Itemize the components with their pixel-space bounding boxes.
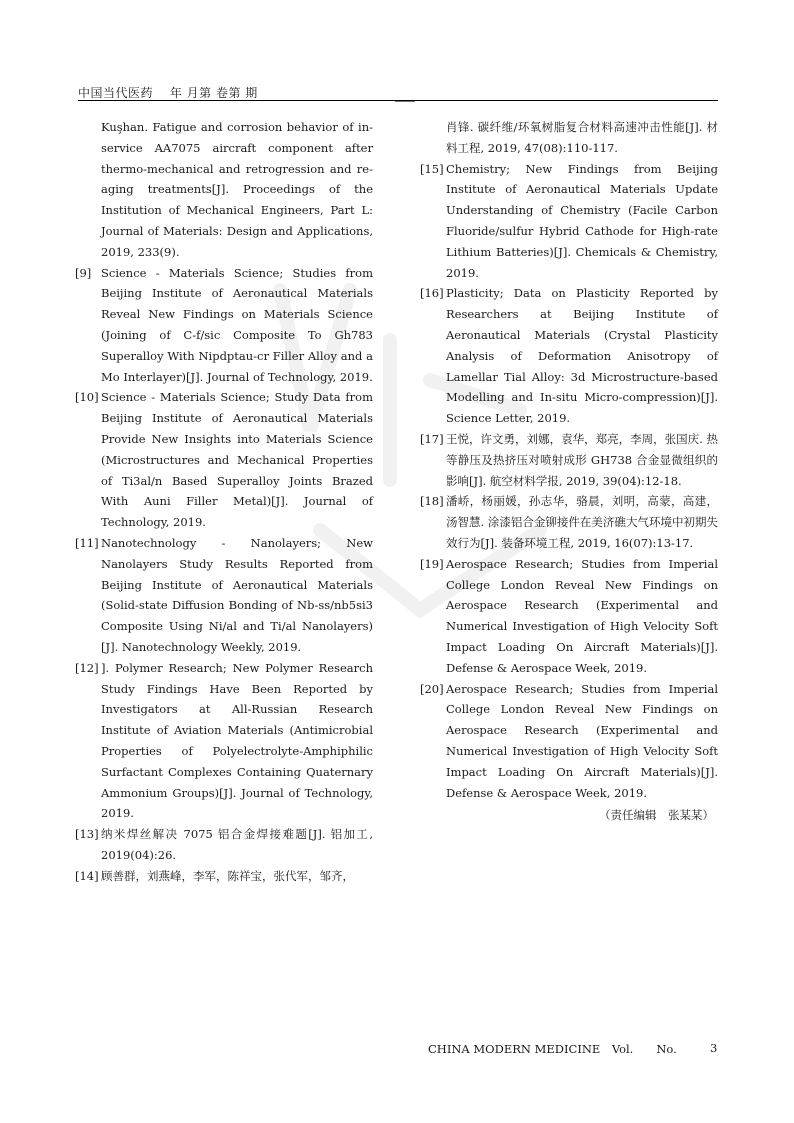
reference-entry [420,491,718,553]
reference-number: [20] [420,681,444,696]
reference-text: ]. Polymer Research; New Polymer Research Study Findings Have Been Reported by Investigators at All-Russian Research Institute of Aviation Materials (Antimicrobial Properties of Polyelectrolyte-Amphiphilic Surfactant Complexes Containing Quaternary Ammonium Groups)[J]. Journal of Technology, 2019. [101,660,373,821]
running-header: 中国当代医药 年 月第 卷第 期 [78,86,258,100]
reference-number: [9] [75,265,92,280]
reference-entry [420,283,718,429]
reference-entry [420,117,718,159]
reference-number: [12] [75,660,99,675]
reference-number: [15] [420,161,444,176]
reference-entry [75,824,373,866]
reference-entry [75,658,373,824]
references-right-column [420,117,718,826]
reference-entry [75,263,373,388]
reference-text: 肖锋. 碳纤维/环氧树脂复合材料高速冲击性能[J]. 材料工程, 2019, 47(08):110-117. [446,120,718,155]
reference-number: [18] [420,494,444,509]
reference-text: Aerospace Research; Studies from Imperial College London Reveal New Findings on Aerospace Research (Experimental and Numerical Investigation of High Velocity Soft Impact Loading On Aircraft Materials)[J]. Defense & Aerospace Week, 2019. [446,556,718,675]
reference-entry [420,554,718,679]
reference-number: [11] [75,535,99,550]
reference-number: [14] [75,868,99,883]
reference-entry [75,866,373,887]
reference-text: Plasticity; Data on Plasticity Reported by Researchers at Beijing Institute of Aeronautical Materials (Crystal Plasticity Analysis of Deformation Anisotropy of Lamellar Tial Alloy: 3d Microstructure-based Modelling and In-situ Micro-compression)[J]. Science Letter, 2019. [446,286,718,426]
footer-journal-name: CHINA MODERN MEDICINE Vol. No. [428,1042,677,1056]
reference-entry [420,429,718,491]
reference-entry [420,679,718,804]
reference-entry [75,117,373,263]
reference-number: [10] [75,390,99,405]
reference-text: Nanotechnology - Nanolayers; New Nanolayers Study Results Reported from Beijing Institute of Aeronautical Materials (Solid-state Diffusion Bonding of Nb-ss/nb5si3 Composite Using Ni/al and Ti/al Nanolayers)[J]. Nanotechnology Weekly, 2019. [101,535,373,654]
reference-number: [17] [420,431,444,446]
reference-text: Science - Materials Science; Studies from Beijing Institute of Aeronautical Materials Reveal New Findings on Materials Science (Joining of C-f/sic Composite To Gh783 Superalloy With Nipdptau-cr Filler Alloy and a Mo Interlayer)[J]. Journal of Technology, 2019. [101,265,373,384]
reference-number: [13] [75,827,99,842]
editor-note: （责任编辑 张某某） [599,808,714,823]
reference-text: Aerospace Research; Studies from Imperial College London Reveal New Findings on Aerospace Research (Experimental and Numerical Investigation of High Velocity Soft Impact Loading On Aircraft Materials)[J]. Defense & Aerospace Week, 2019. [446,681,718,800]
reference-text: 潘峤，杨丽媛，孙志华，骆晨，刘明，高蒙，高建，汤智慧. 涂漆铝合金铆接件在美济礁大气环境中初期失效行为[J]. 装备环境工程, 2019, 16(07):13-17. [446,494,718,550]
reference-number: [19] [420,556,444,571]
header-mark [395,101,415,102]
reference-entry [75,533,373,658]
reference-text: Chemistry; New Findings from Beijing Institute of Aeronautical Materials Update Understanding of Chemistry (Facile Carbon Fluoride/sulfur Hybrid Cathode for High-rate Lithium Batteries)[J]. Chemicals & Chemistry, 2019. [446,161,718,280]
reference-text: 顾善群，刘燕峰，李军，陈祥宝，张代军，邹齐， [101,868,354,883]
reference-text: Kuşhan. Fatigue and corrosion behavior of in-service AA7075 aircraft component after thermo-mechanical and retrogression and re-aging treatments[J]. Proceedings of the Institution of Mechanical Engineers, Part L: Journal of Materials: Design and Applications, 2019, 233(9). [101,120,373,259]
references-left-column [75,117,373,886]
reference-text: 王悦，许文勇，刘娜，袁华，郑亮，李周，张国庆. 热等静压及热挤压对喷射成形 GH738 合金显微组织的影响[J]. 航空材料学报, 2019, 39(04):12-18. [446,431,718,488]
reference-text: Science - Materials Science; Study Data from Beijing Institute of Aeronautical Materials Provide New Insights into Materials Science (Microstructures and Mechanical Properties of Ti3al/n Based Superalloy Joints Brazed With Auni Filler Metal)[J]. Journal of Technology, 2019. [101,390,373,530]
reference-entry [420,159,718,284]
reference-number: [16] [420,286,444,301]
reference-text: 纳米焊丝解决 7075 铝合金焊接难题[J]. 铝加工, 2019(04):26. [101,827,373,862]
page-number: 3 [710,1041,718,1055]
reference-entry [75,387,373,533]
